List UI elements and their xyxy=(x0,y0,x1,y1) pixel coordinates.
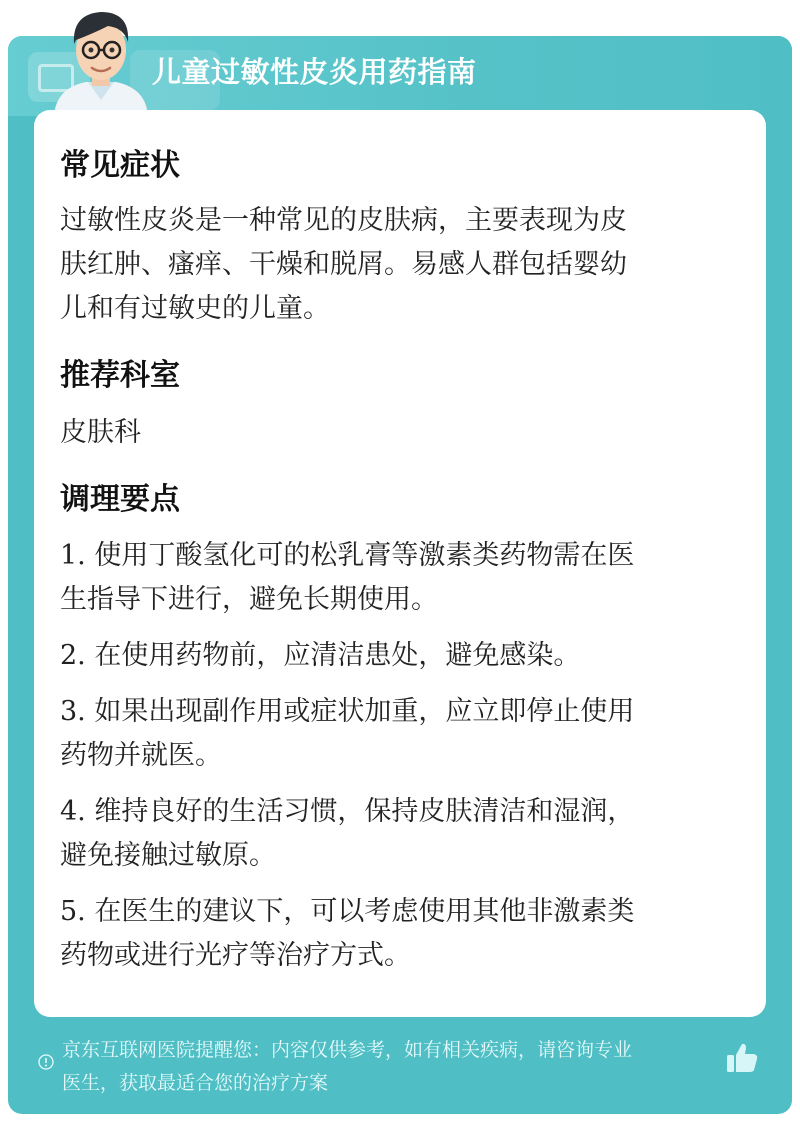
list-item xyxy=(60,690,740,734)
section-title-symptoms: 常见症状 xyxy=(60,148,180,183)
item-text: 在医生的建议下，可以考虑使用其他非激素类 xyxy=(94,896,635,927)
item-text-continued: 药物并就医。 xyxy=(60,740,222,771)
section-title-department: 推荐科室 xyxy=(60,358,180,393)
list-item xyxy=(60,634,740,678)
symptoms-line: 儿和有过敏史的儿童。 xyxy=(60,293,330,324)
item-text-continued: 药物或进行光疗等治疗方式。 xyxy=(60,940,411,971)
item-number: 3. xyxy=(60,696,86,727)
item-text: 在使用药物前，应清洁患处，避免感染。 xyxy=(94,640,581,671)
disclaimer-line: 医生，获取最适合您的治疗方案 xyxy=(62,1072,329,1094)
item-text-continued: 生指导下进行，避免长期使用。 xyxy=(60,584,438,615)
item-number: 4. xyxy=(60,796,86,827)
list-item xyxy=(60,790,740,834)
page-title: 儿童过敏性皮炎用药指南 xyxy=(152,55,477,89)
item-text-continued: 避免接触过敏原。 xyxy=(60,840,276,871)
item-text: 使用丁酸氢化可的松乳膏等激素类药物需在医 xyxy=(94,540,635,571)
thumbs-up-icon[interactable] xyxy=(724,1040,760,1076)
item-number: 2. xyxy=(60,640,86,671)
section-title-care: 调理要点 xyxy=(60,482,180,517)
item-number: 1. xyxy=(60,540,86,571)
list-item xyxy=(60,534,740,578)
info-icon xyxy=(38,1054,54,1070)
item-number: 5. xyxy=(60,896,86,927)
symptoms-line: 肤红肿、瘙痒、干燥和脱屑。易感人群包括婴幼 xyxy=(60,249,627,280)
list-item xyxy=(60,890,740,934)
department-value: 皮肤科 xyxy=(60,417,141,448)
item-text: 维持良好的生活习惯，保持皮肤清洁和湿润， xyxy=(94,796,635,827)
disclaimer xyxy=(62,1034,727,1100)
symptoms-line: 过敏性皮炎是一种常见的皮肤病，主要表现为皮 xyxy=(60,205,627,236)
item-text: 如果出现副作用或症状加重，应立即停止使用 xyxy=(94,696,635,727)
disclaimer-line: 京东互联网医院提醒您：内容仅供参考，如有相关疾病，请咨询专业 xyxy=(62,1039,633,1061)
doctor-avatar-icon xyxy=(46,0,156,116)
